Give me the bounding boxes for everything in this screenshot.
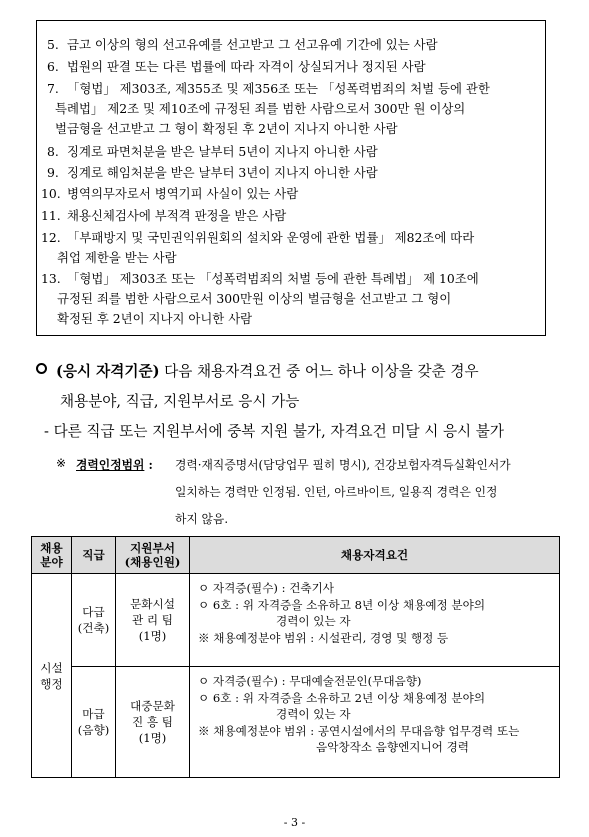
note-line: 경력·재직증명서(담당업무 필히 명시), 건강보험자격득실확인서가 (175, 458, 511, 472)
item-text: 「형법」 제303조, 제355조 및 제356조 또는 「성폭력범죄의 처벌 등에 관한 (67, 81, 490, 96)
heading-line2: 채용분야, 직급, 지원부서로 응시 가능 (60, 393, 300, 410)
header-grade-text: 직급 (82, 548, 105, 562)
req-line: ※ 채용예정분야 범위 : 시설관리, 경영 및 행정 등 (198, 630, 449, 645)
item-text: 규정된 죄를 범한 사람으로서 300만원 이상의 벌금형을 선고받고 그 형이 (57, 291, 452, 306)
requirements-cell (190, 667, 560, 778)
req-line: 경력이 있는 자 (276, 707, 351, 721)
header-dept (116, 537, 190, 574)
item-text: 취업 제한을 받는 사람 (57, 250, 177, 265)
header-requirements (190, 537, 560, 574)
note-line: 일치하는 경력만 인정됨. 인턴, 아르바이트, 일용직 경력은 인정 (175, 485, 498, 499)
grade-cell (72, 574, 116, 667)
item-number: 5. (47, 37, 59, 52)
item-number: 9. (47, 165, 59, 180)
grade-text: 마급 (음향) (77, 707, 110, 737)
item-text: 확정된 후 2년이 지나지 아니한 사람 (57, 311, 253, 326)
dept-text: 문화시설 관 리 팀 (1명) (130, 597, 175, 643)
table-header-row (32, 537, 560, 574)
header-grade (72, 537, 116, 574)
req-line: ※ 채용예정분야 범위 : 공연시설에서의 무대음향 업무경력 또는 (198, 723, 520, 738)
item-text: 금고 이상의 형의 선고유예를 선고받고 그 선고유예 기간에 있는 사람 (67, 37, 438, 52)
item-text: 특례법」 제2조 및 제10조에 규정된 죄를 범한 사람으로서 300만 원 이상의 (55, 101, 466, 116)
req-line: ㅇ 6호 : 위 자격증을 소유하고 8년 이상 채용예정 분야의 (198, 597, 486, 612)
heading-text: 다음 채용자격요건 중 어느 하나 이상을 갖춘 경우 (159, 363, 479, 380)
item-text: 「형법」 제303조 또는 「성폭력범죄의 처벌 등에 관한 특례법」 제 10조에 (67, 271, 479, 286)
item-text: 벌금형을 선고받고 그 형이 확정된 후 2년이 지나지 아니한 사람 (55, 121, 398, 136)
item-number: 7. (47, 81, 59, 96)
req-line: ㅇ 자격증(필수) : 무대예술전문인(무대음향) (198, 674, 422, 688)
field-text: 시설 행정 (40, 660, 63, 691)
dept-text: 대중문화 진 흥 팀 (1명) (130, 699, 175, 745)
item-text: 징계로 파면처분을 받은 날부터 5년이 지나지 아니한 사람 (67, 144, 378, 159)
item-text: 채용신체검사에 부적격 판정을 받은 사람 (67, 208, 287, 223)
table-row (32, 574, 560, 667)
field-cell (32, 574, 72, 778)
requirements-cell (190, 574, 560, 667)
grade-text: 다급 (건축) (77, 605, 110, 635)
req-line: ㅇ 6호 : 위 자격증을 소유하고 2년 이상 채용예정 분야의 (198, 690, 486, 705)
note-label-text: 경력인정범위 (76, 458, 145, 472)
note-line: 하지 않음. (175, 512, 229, 526)
disqualification-list-box (36, 20, 546, 336)
item-number: 11. (41, 208, 61, 223)
note-label (76, 456, 153, 473)
item-number: 12. (41, 230, 61, 245)
heading-label: (응시 자격기준) (56, 363, 160, 380)
req-line: ㅇ 자격증(필수) : 건축기사 (198, 581, 335, 595)
item-number: 13. (41, 271, 61, 286)
dash-line: - 다른 직급 또는 지원부서에 중복 지원 불가, 자격요건 미달 시 응시 불가 (44, 423, 504, 440)
item-text: 법원의 판결 또는 다른 법률에 따라 자격이 상실되거나 정지된 사람 (67, 59, 426, 74)
req-line: 경력이 있는 자 (276, 614, 351, 628)
dept-cell (116, 667, 190, 778)
item-text: 「부패방지 및 국민권익위원회의 설치와 운영에 관한 법률」 제82조에 따라 (67, 230, 475, 245)
circle-bullet-icon (36, 363, 47, 374)
req-line: 음악창작소 음향엔지니어 경력 (316, 740, 469, 754)
grade-cell (72, 667, 116, 778)
requirements-table (31, 536, 560, 778)
header-dept-text: 지원부서 (채용인원) (124, 541, 181, 569)
item-text: 징계로 해임처분을 받은 날부터 3년이 지나지 아니한 사람 (67, 165, 378, 180)
header-field (32, 537, 72, 574)
item-text: 병역의무자로서 병역기피 사실이 있는 사람 (67, 186, 299, 201)
page-number: - 3 - (283, 816, 306, 829)
dept-cell (116, 574, 190, 667)
note-colon: : (144, 458, 153, 472)
header-field-text: 채용 분야 (40, 541, 63, 569)
table-row (32, 667, 560, 778)
item-number: 8. (47, 144, 59, 159)
note-mark: ※ (56, 456, 66, 470)
item-number: 6. (47, 59, 59, 74)
item-number: 10. (41, 186, 61, 201)
header-requirements-text: 채용자격요건 (340, 548, 409, 562)
section-heading (56, 360, 479, 381)
